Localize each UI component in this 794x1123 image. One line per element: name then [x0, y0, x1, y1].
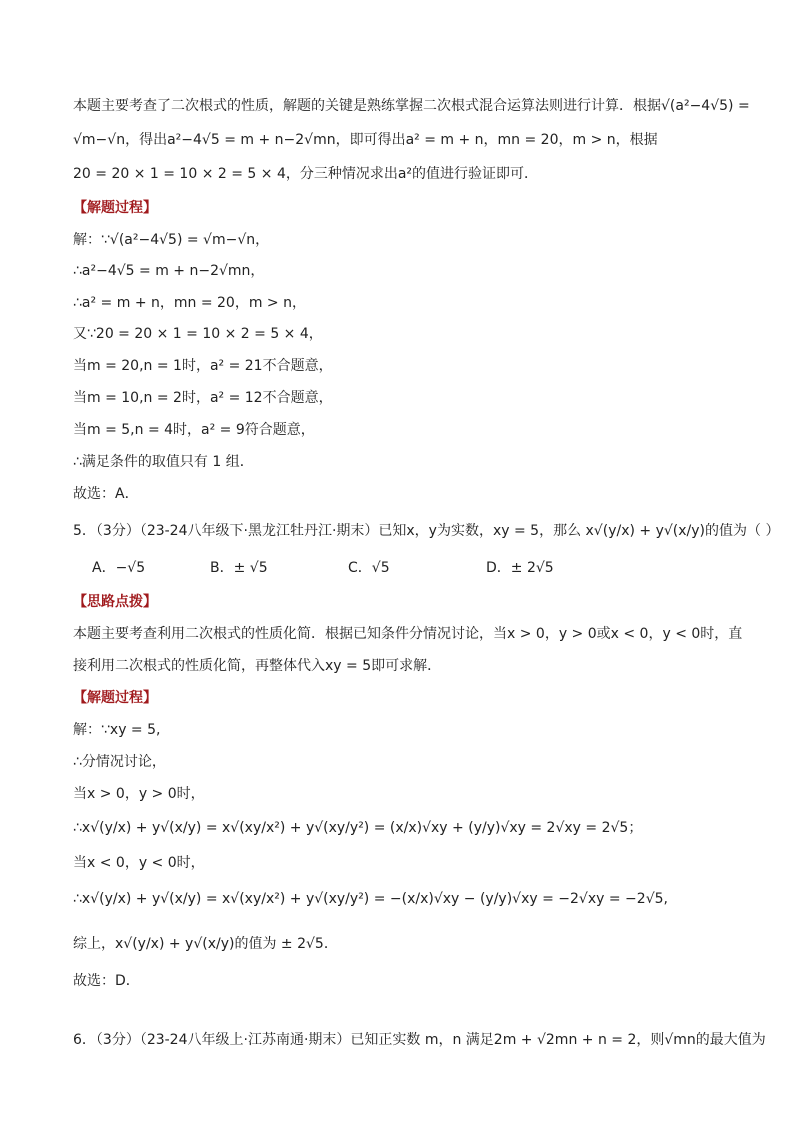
text-line-23: ∴x√(y/x) + y√(x/y) = x√(xy/x²) + y√(xy/y²) = (x/x)√xy + (y/y)√xy = 2√xy = 2√5；: [73, 820, 643, 836]
text-line-2: √m−√n，得出a²−4√5 = m + n−2√mn，即可得出a² = m + n，mn = 20，m > n，根据: [73, 132, 658, 148]
text-line-12: ∴满足条件的取值只有 1 组．: [73, 454, 254, 470]
text-line-26: 综上，x√(y/x) + y√(x/y)的值为 ± 2√5．: [73, 936, 338, 952]
text-line-3: 20 = 20 × 1 = 10 × 2 = 5 × 4，分三种情况求出a²的值进行验证即可．: [73, 166, 539, 182]
text-line-9: 当m = 20,n = 1时，a² = 21不合题意，: [73, 358, 333, 374]
text-line-11: 当m = 5,n = 4时，a² = 9符合题意，: [73, 422, 315, 438]
option-d: D．± 2√5: [486, 560, 554, 576]
text-line-25: ∴x√(y/x) + y√(x/y) = x√(xy/x²) + y√(xy/y²) = −(x/x)√xy − (y/y)√xy = −2√xy = −2√5,: [73, 891, 668, 907]
option-b: B．± √5: [210, 560, 268, 576]
question-5: 5．（3分）（23-24八年级下·黑龙江牡丹江·期末）已知x，y为实数，xy = 5，那么 x√(y/x) + y√(x/y)的值为（ ）: [73, 523, 780, 539]
option-c: C．√5: [348, 560, 390, 576]
text-line-18: 接利用二次根式的性质化简，再整体代入xy = 5即可求解．: [73, 658, 442, 674]
text-line-13: 故选：A．: [73, 486, 139, 502]
option-a: A．−√5: [92, 560, 146, 576]
question-6: 6．（3分）（23-24八年级上·江苏南通·期末）已知正实数 m，n 满足2m + √2mn + n = 2，则√mn的最大值为: [73, 1032, 766, 1048]
text-line-21: ∴分情况讨论，: [73, 754, 166, 770]
text-line-7: ∴a² = m + n，mn = 20，m > n，: [73, 295, 306, 311]
text-line-10: 当m = 10,n = 2时，a² = 12不合题意，: [73, 390, 333, 406]
text-line-1: 本题主要考查了二次根式的性质，解题的关键是熟练掌握二次根式混合运算法则进行计算．根据√(a²−4√5) =: [73, 98, 750, 114]
text-line-8: 又∵20 = 20 × 1 = 10 × 2 = 5 × 4，: [73, 326, 323, 342]
text-line-20: 解：∵xy = 5,: [73, 722, 161, 738]
text-line-6: ∴a²−4√5 = m + n−2√mn，: [73, 263, 265, 279]
section-heading-solution: 【解题过程】: [73, 200, 157, 216]
text-line-17: 本题主要考查利用二次根式的性质化简．根据已知条件分情况讨论，当x > 0，y > 0或x < 0，y < 0时，直: [73, 626, 743, 642]
text-line-22: 当x > 0，y > 0时，: [73, 786, 205, 802]
text-line-27: 故选：D．: [73, 973, 140, 989]
text-line-5: 解：∵√(a²−4√5) = √m−√n，: [73, 232, 270, 248]
text-line-24: 当x < 0，y < 0时，: [73, 855, 205, 871]
section-heading-solution-2: 【解题过程】: [73, 690, 157, 706]
section-heading-hint: 【思路点拨】: [73, 594, 157, 610]
